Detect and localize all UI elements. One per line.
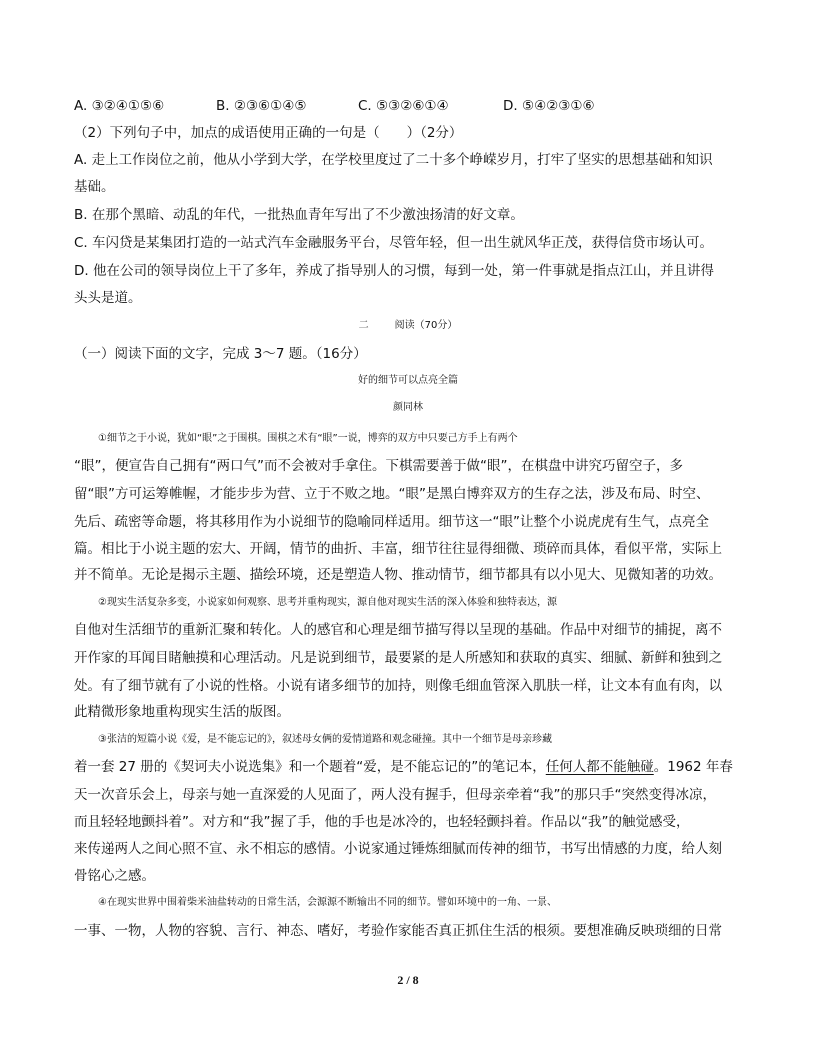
- paragraph-3-line: 天一次音乐会上，母亲与她一直深爱的人见面了，两人没有握手，但母亲牵着“我”的那只手“突然变得冰凉，: [74, 787, 716, 803]
- underlined-sentence: 任何人都不能触碰: [545, 759, 654, 775]
- paragraph-4-line: ④在现实世界中围着柴米油盐转动的日常生活，会源源不断输出不同的细节。譬如环境中的一角、一景、: [98, 897, 557, 908]
- option-b: B. ②③⑥①④⑤: [216, 98, 307, 114]
- paragraph-2-line: 开作家的耳闻目睹触摸和心理活动。凡是说到细节，最要紧的是人所感知和获取的真实、细腻、新鲜和独到之: [74, 650, 722, 666]
- article-title: 好的细节可以点亮全篇: [358, 375, 458, 386]
- paragraph-3-text: 着一套 27 册的《契诃夫小说选集》和一个题着“爱，是不能忘记的”的笔记本，: [74, 759, 546, 775]
- option-a: A. ③②④①⑤⑥: [74, 98, 165, 114]
- paragraph-1-line: 篇。相比于小说主题的宏大、开阔，情节的曲折、丰富，细节往往显得细微、琐碎而具体，看似平常，实际上: [74, 541, 722, 557]
- paragraph-4-line: 一事、一物，人物的容貌、言行、神态、嗜好，考验作家能否真正抓住生活的根须。要想准确反映琐细的日常: [74, 923, 722, 939]
- paragraph-2-line: ②现实生活复杂多变，小说家如何观察、思考并重构现实，源自他对现实生活的深入体验和独特表达，源: [98, 597, 557, 608]
- question2-option-b: B. 在那个黑暗、动乱的年代，一批热血青年写出了不少激浊扬清的好文章。: [74, 207, 524, 223]
- paragraph-3-line: 而且轻轻地颤抖着”。对方和“我”握了手，他的手也是冰冷的，也轻轻颤抖着。作品以“我”的触觉感受，: [74, 814, 690, 830]
- section-heading: [0, 317, 816, 335]
- paragraph-1-line: ①细节之于小说，犹如“眼”之于围棋。围棋之术有“眼”一说，博弈的双方中只要己方手上有两个: [98, 433, 518, 444]
- paragraph-1-line: 并不简单。无论是揭示主题、描绘环境，还是塑造人物、推动情节，细节都具有以小见大、见微知著的功效。: [74, 567, 722, 583]
- page-number: 2 / 8: [397, 973, 419, 987]
- question2-option-d: D. 他在公司的领导岗位上干了多年，养成了指导别人的习惯，每到一处，第一件事就是指点江山，并且讲得: [74, 263, 714, 279]
- section-title: 阅读（70分）: [394, 320, 458, 331]
- paragraph-1-line: “眼”，便宣告自己拥有“两口气”而不会被对手拿住。下棋需要善于做“眼”，在棋盘中讲究巧留空子，多: [74, 458, 683, 474]
- question2-option-c: C. 车闪贷是某集团打造的一站式汽车金融服务平台，尽管年轻，但一出生就风华正茂，获得信贷市场认可。: [74, 235, 714, 251]
- option-d: D. ⑤④②③①⑥: [503, 98, 595, 114]
- paragraph-3-line: ③张洁的短篇小说《爱，是不能忘记的》，叙述母女俩的爱情道路和观念碰撞。其中一个细节是母亲珍藏: [98, 734, 552, 745]
- paragraph-1-line: 留“眼”方可运筹帷幄，才能步步为营、立于不败之地。“眼”是黑白博弈双方的生存之法，涉及布局、时空、: [74, 486, 710, 502]
- article-author: 颜同林: [393, 402, 423, 413]
- option-c: C. ⑤③②⑥①④: [358, 98, 449, 114]
- question2-stem: （2）下列句子中，加点的成语使用正确的一句是（ ）（2分）: [74, 125, 463, 141]
- paragraph-2-line: 自他对生活细节的重新汇聚和转化。人的感官和心理是细节描写得以呈现的基础。作品中对细节的捕捉，离不: [74, 622, 722, 638]
- reading-instruction: （一）阅读下面的文字，完成 3～7 题。（16分）: [74, 346, 367, 362]
- section-number: 二: [358, 320, 369, 331]
- question2-option-a: A. 走上工作岗位之前，他从小学到大学，在学校里度过了二十多个峥嵘岁月，打牢了坚实的思想基础和知识: [74, 152, 713, 168]
- paragraph-3-line: 骨铭心之感。: [74, 868, 155, 884]
- paragraph-3-line: [74, 758, 754, 776]
- paragraph-1-line: 先后、疏密等命题，将其移用作为小说细节的隐喻同样适用。细节这一“眼”让整个小说虎虎有生气，点亮全: [74, 514, 709, 530]
- paragraph-3-line: 来传递两人之间心照不宣、永不相忘的感情。小说家通过锤炼细腻而传神的细节，书写出情感的力度，给人刻: [74, 841, 722, 857]
- question2-option-a-cont: 基础。: [74, 179, 115, 195]
- question2-option-d-cont: 头头是道。: [74, 290, 142, 306]
- paragraph-2-line: 处。有了细节就有了小说的性格。小说有诸多细节的加持，则像毛细血管深入肌肤一样，让文本有血有肉，以: [74, 678, 722, 694]
- paragraph-2-line: 此精微形象地重构现实生活的版图。: [74, 704, 290, 720]
- paragraph-3-text: 。1962 年春: [653, 759, 733, 775]
